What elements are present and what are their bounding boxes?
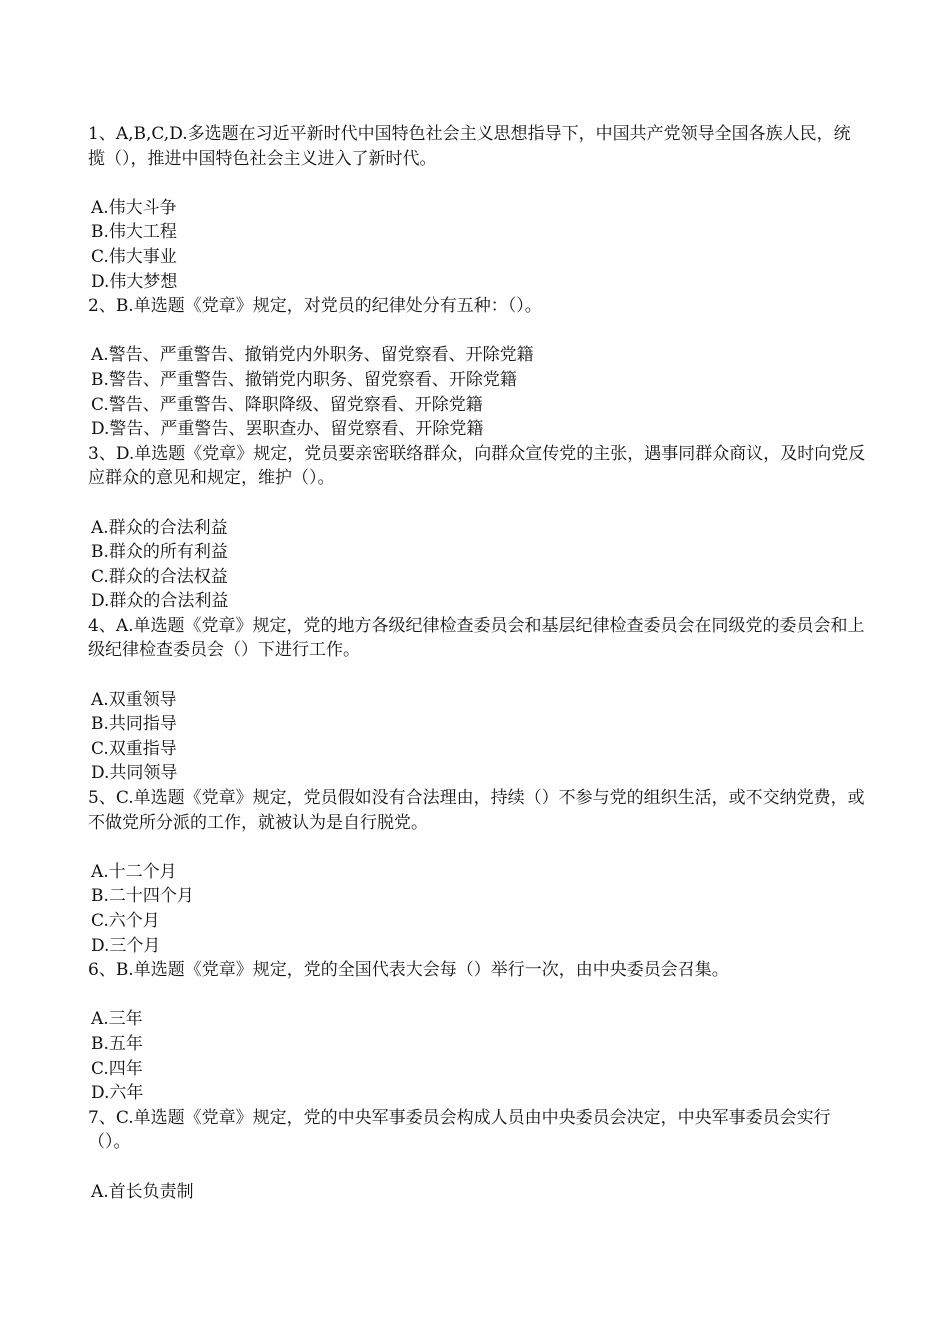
option-a: A.伟大斗争	[91, 197, 177, 218]
option-b: B.二十四个月	[91, 886, 194, 907]
question-5	[88, 786, 866, 958]
question-6	[88, 958, 866, 1106]
question-4	[88, 614, 866, 786]
option-b: B.警告、严重警告、撤销党内职务、留党察看、开除党籍	[91, 369, 517, 390]
option-c: C.伟大事业	[91, 246, 177, 267]
option-d: D.伟大梦想	[91, 271, 178, 292]
option-d: D.共同领导	[91, 763, 178, 784]
question-7	[88, 1106, 866, 1204]
question-text: 5、C.单选题《党章》规定，党员假如没有合法理由，持续（）不参与党的组织生活，或不交纳党费，或不做党所分派的工作，就被认为是自行脱党。	[88, 788, 865, 833]
question-text: 4、A.单选题《党章》规定，党的地方各级纪律检查委员会和基层纪律检查委员会在同级党的委员会和上级纪律检查委员会（）下进行工作。	[88, 615, 865, 661]
spacer	[88, 835, 866, 860]
option-c: C.群众的合法权益	[91, 566, 228, 587]
question-3	[88, 442, 866, 614]
question-text: 6、B.单选题《党章》规定，党的全国代表大会每（）举行一次，由中央委员会召集。	[88, 960, 729, 981]
option-a: A.三年	[91, 1009, 143, 1030]
option-a: A.群众的合法利益	[91, 517, 228, 538]
question-text: 7、C.单选题《党章》规定，党的中央军事委员会构成人员由中央委员会决定，中央军事委员会实行（）。	[88, 1107, 831, 1153]
spacer	[88, 171, 866, 196]
option-a: A.双重领导	[91, 689, 177, 710]
option-c: C.警告、严重警告、降职降级、留党察看、开除党籍	[91, 394, 483, 415]
question-2	[88, 294, 866, 442]
option-b: B.群众的所有利益	[91, 542, 228, 563]
question-list	[88, 122, 866, 1204]
option-d: D.六年	[91, 1083, 144, 1104]
option-d: D.群众的合法利益	[91, 591, 229, 612]
spacer	[88, 319, 866, 344]
option-b: B.五年	[91, 1033, 143, 1054]
spacer	[88, 983, 866, 1008]
option-d: D.三个月	[91, 935, 161, 956]
option-b: B.共同指导	[91, 714, 177, 735]
question-1	[88, 122, 866, 294]
option-a: A.首长负责制	[91, 1181, 194, 1202]
question-text: 1、A,B,C,D.多选题在习近平新时代中国特色社会主义思想指导下，中国共产党领导全国各族人民，统揽（），推进中国特色社会主义进入了新时代。	[88, 124, 851, 169]
option-c: C.四年	[91, 1058, 143, 1079]
option-c: C.六个月	[91, 911, 160, 931]
option-a: A.警告、严重警告、撤销党内外职务、留党察看、开除党籍	[91, 345, 534, 366]
option-d: D.警告、严重警告、罢职查办、留党察看、开除党籍	[91, 419, 484, 440]
spacer	[88, 1155, 866, 1180]
option-c: C.双重指导	[91, 738, 177, 759]
option-a: A.十二个月	[91, 861, 177, 882]
question-text: 2、B.单选题《党章》规定，对党员的纪律处分有五种：（）。	[88, 296, 542, 317]
question-text: 3、D.单选题《党章》规定，党员要亲密联络群众，向群众宣传党的主张，遇事同群众商议，及时向党反应群众的意见和规定，维护（）。	[88, 443, 866, 489]
option-b: B.伟大工程	[91, 222, 177, 243]
spacer	[88, 663, 866, 688]
spacer	[88, 491, 866, 516]
